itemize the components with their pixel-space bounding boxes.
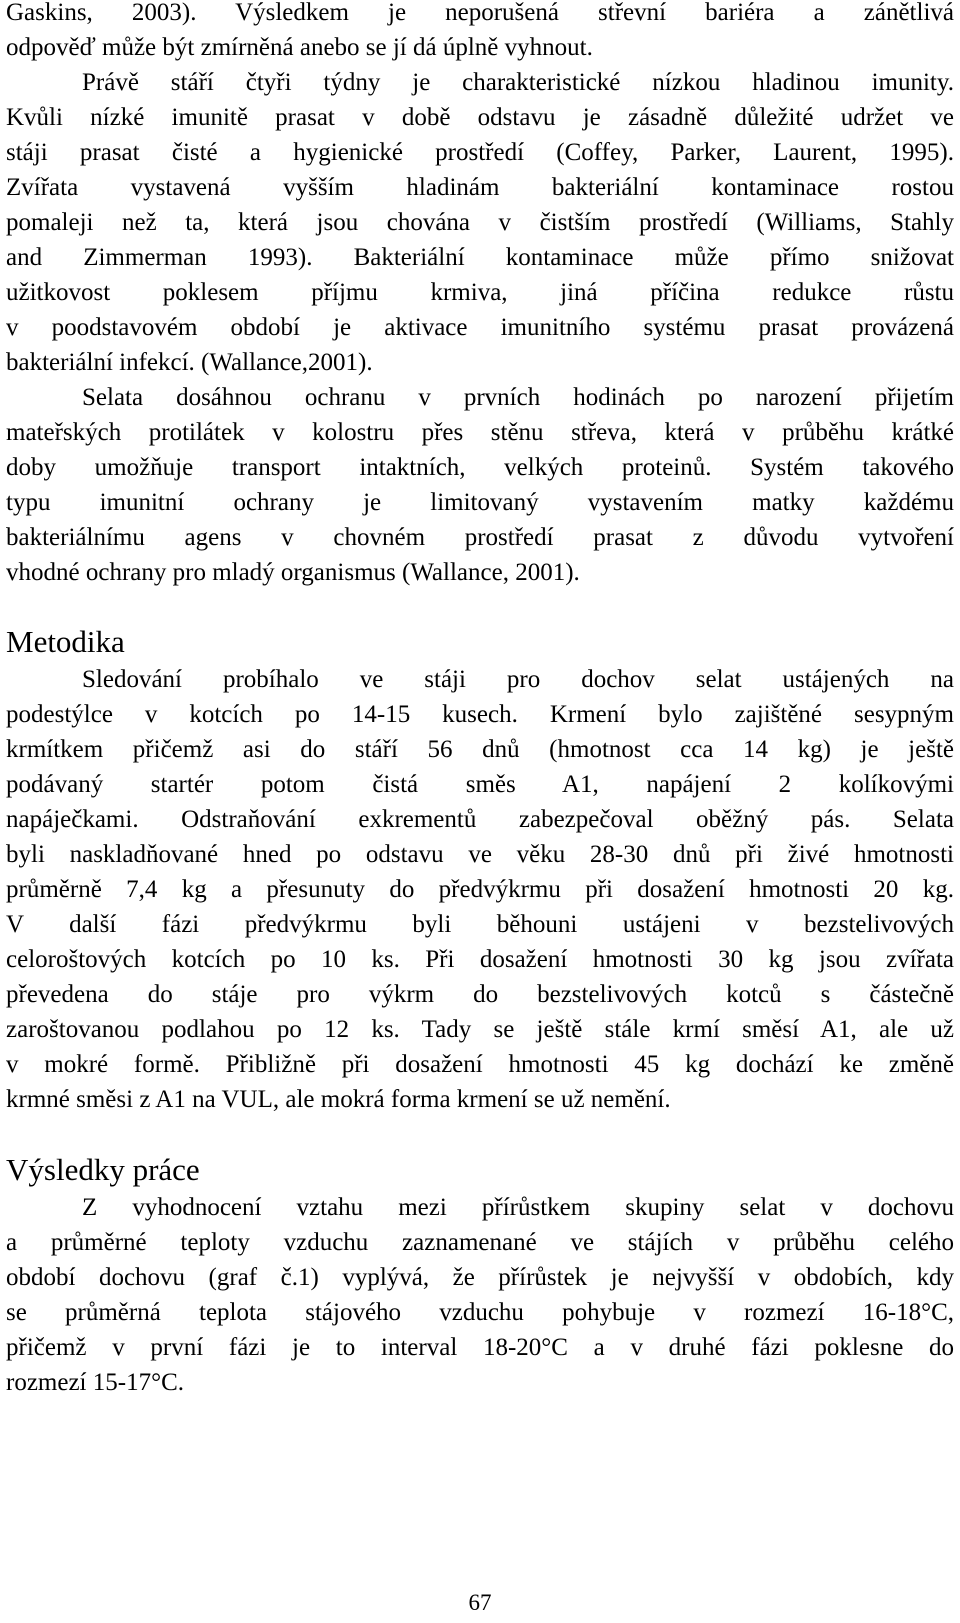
intro-line-9: užitkovost poklesem příjmu krmiva, jiná příčina redukce růstu xyxy=(6,279,954,306)
intro-line-5: stáji prasat čisté a hygienické prostředí (Coffey, Parker, Laurent, 1995). xyxy=(6,139,954,166)
intro-line-16: bakteriálnímu agens v chovném prostředí prasat z důvodu vytvoření xyxy=(6,524,954,551)
page-number: 67 xyxy=(468,1590,492,1615)
intro-line-8: and Zimmerman 1993). Bakteriální kontaminace může přímo snižovat xyxy=(6,244,954,271)
metodika-line-5: napáječkami. Odstraňování exkrementů zabezpečoval oběžný pás. Selata xyxy=(6,806,954,833)
metodika-line-6: byli naskladňované hned po odstavu ve věku 28-30 dnů při živé hmotnosti xyxy=(6,841,954,868)
metodika-line-4: podávaný startér potom čistá směs A1, napájení 2 kolíkovými xyxy=(6,771,954,798)
section-heading-vysledky: Výsledky práce xyxy=(6,1152,200,1187)
intro-line-11: bakteriální infekcí. (Wallance,2001). xyxy=(6,349,373,376)
intro-line-12: Selata dosáhnou ochranu v prvních hodinách po narození přijetím xyxy=(82,384,954,411)
intro-line-14: doby umožňuje transport intaktních, velkých proteinů. Systém takového xyxy=(6,454,954,481)
vysledky-line-3: období dochovu (graf č.1) vyplývá, že přírůstek je nejvyšší v obdobích, kdy xyxy=(6,1264,954,1291)
intro-line-3: Právě stáří čtyři týdny je charakteristické nízkou hladinou imunity. xyxy=(82,69,954,96)
intro-line-7: pomaleji než ta, která jsou chována v čistším prostředí (Williams, Stahly xyxy=(6,209,954,236)
vysledky-line-6: rozmezí 15-17°C. xyxy=(6,1369,185,1396)
metodika-line-11: zaroštovanou podlahou po 12 ks. Tady se ještě stále krmí směsí A1, ale už xyxy=(6,1016,954,1043)
metodika-line-3: krmítkem přičemž asi do stáří 56 dnů (hmotnost cca 14 kg) je ještě xyxy=(6,736,954,763)
vysledky-line-2: a průměrné teploty vzduchu zaznamenané ve stájích v průběhu celého xyxy=(6,1229,954,1256)
metodika-line-7: průměrně 7,4 kg a přesunuty do předvýkrmu při dosažení hmotnosti 20 kg. xyxy=(6,876,954,903)
metodika-line-8: V další fázi předvýkrmu byli běhouni ustájeni v bezstelivových xyxy=(6,911,954,938)
metodika-line-10: převedena do stáje pro výkrm do bezstelivových kotců s částečně xyxy=(6,981,954,1008)
metodika-line-12: v mokré formě. Přibližně při dosažení hmotnosti 45 kg dochází ke změně xyxy=(6,1051,954,1078)
vysledky-line-4: se průměrná teplota stájového vzduchu pohybuje v rozmezí 16-18°C, xyxy=(6,1299,954,1326)
metodika-line-1: Sledování probíhalo ve stáji pro dochov selat ustájených na xyxy=(82,666,954,693)
vysledky-line-1: Z vyhodnocení vztahu mezi přírůstkem skupiny selat v dochovu xyxy=(82,1194,954,1221)
intro-line-1: Gaskins, 2003). Výsledkem je neporušená střevní bariéra a zánětlivá xyxy=(6,0,954,26)
vysledky-line-5: přičemž v první fázi je to interval 18-20°C a v druhé fázi poklesne do xyxy=(6,1334,954,1361)
metodika-line-9: celoroštových kotcích po 10 ks. Při dosažení hmotnosti 30 kg jsou zvířata xyxy=(6,946,954,973)
metodika-line-2: podestýlce v kotcích po 14-15 kusech. Krmení bylo zajištěné sesypným xyxy=(6,701,954,728)
intro-line-2: odpověď může být zmírněná anebo se jí dá úplně vyhnout. xyxy=(6,34,593,61)
metodika-line-13: krmné směsi z A1 na VUL, ale mokrá forma krmení se už nemění. xyxy=(6,1086,671,1113)
section-heading-metodika: Metodika xyxy=(6,624,125,659)
intro-line-17: vhodné ochrany pro mladý organismus (Wallance, 2001). xyxy=(6,559,580,586)
intro-line-10: v poodstavovém období je aktivace imunitního systému prasat provázená xyxy=(6,314,954,341)
intro-line-13: mateřských protilátek v kolostru přes stěnu střeva, která v průběhu krátké xyxy=(6,419,954,446)
intro-line-6: Zvířata vystavená vyšším hladinám bakteriální kontaminace rostou xyxy=(6,174,954,201)
intro-line-4: Kvůli nízké imunitě prasat v době odstavu je zásadně důležité udržet ve xyxy=(6,104,954,131)
intro-line-15: typu imunitní ochrany je limitovaný vystavením matky každému xyxy=(6,489,954,516)
